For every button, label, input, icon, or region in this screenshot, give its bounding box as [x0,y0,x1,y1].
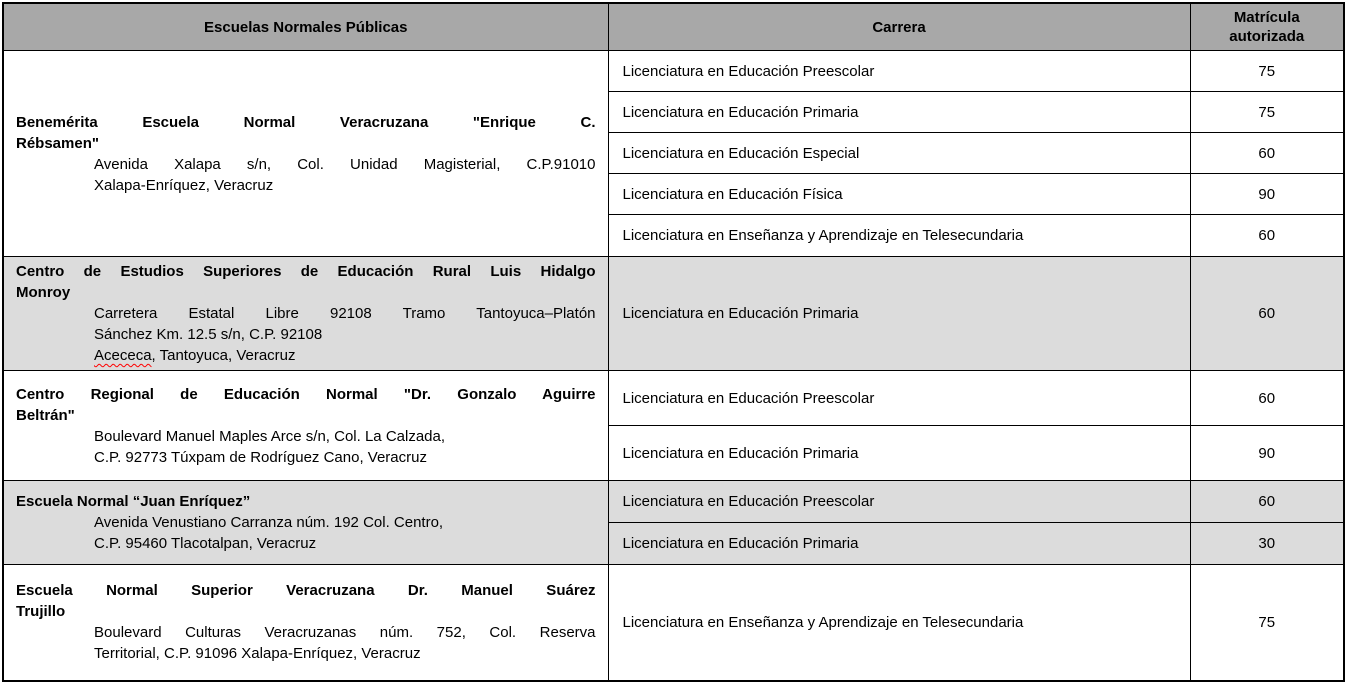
school-address: Boulevard Manuel Maples Arce s/n, Col. La Calzada, C.P. 92773 Túxpam de Rodríguez Cano, Veracruz [94,427,446,466]
matricula-cell: 30 [1190,523,1344,565]
matricula-cell: 60 [1190,215,1344,257]
school-cell [3,257,608,371]
career-cell: Licenciatura en Enseñanza y Aprendizaje en Telesecundaria [608,215,1190,257]
table-row [3,565,1344,681]
enrollment-table [2,2,1345,682]
school-address: Boulevard Culturas Veracruzanas núm. 752, Col. Reserva Territorial, C.P. 91096 Xalapa-Enríquez, Veracruz [94,624,596,663]
career-cell: Licenciatura en Educación Preescolar [608,481,1190,523]
school-address: Carretera Estatal Libre 92108 Tramo Tantoyuca–Platón Sánchez Km. 12.5 s/n, C.P. 92108 Acececa, Tantoyuca, Veracruz [94,305,596,364]
school-address: Avenida Xalapa s/n, Col. Unidad Magisterial, C.P.91010 Xalapa-Enríquez, Veracruz [94,155,596,194]
school-cell [3,565,608,681]
header-carrera: Carrera [608,3,1190,51]
misspelled-word: Acececa [94,347,152,364]
career-cell: Licenciatura en Educación Especial [608,133,1190,174]
matricula-cell: 60 [1190,133,1344,174]
table-row [3,51,1344,92]
matricula-cell: 75 [1190,51,1344,92]
matricula-cell: 75 [1190,565,1344,681]
school-cell [3,51,608,257]
matricula-cell: 75 [1190,92,1344,133]
header-matricula: Matrícula autorizada [1190,3,1344,51]
matricula-cell: 60 [1190,257,1344,371]
table-row [3,257,1344,371]
school-city-line [94,345,596,366]
career-cell: Licenciatura en Educación Preescolar [608,371,1190,426]
matricula-cell: 60 [1190,481,1344,523]
career-cell: Licenciatura en Educación Primaria [608,257,1190,371]
school-cell [3,481,608,565]
table-row [3,371,1344,426]
career-cell: Licenciatura en Educación Física [608,174,1190,215]
city-rest: , Tantoyuca, Veracruz [151,347,296,364]
table-row [3,481,1344,523]
school-name: Centro de Estudios Superiores de Educación Rural Luis Hidalgo Monroy [16,263,596,301]
school-address: Avenida Venustiano Carranza núm. 192 Col. Centro, C.P. 95460 Tlacotalpan, Veracruz [94,514,444,552]
career-cell: Licenciatura en Educación Preescolar [608,51,1190,92]
career-cell: Licenciatura en Enseñanza y Aprendizaje en Telesecundaria [608,565,1190,681]
school-name: Escuela Normal “Juan Enríquez” [16,493,251,510]
matricula-cell: 90 [1190,174,1344,215]
career-cell: Licenciatura en Educación Primaria [608,523,1190,565]
school-name: Centro Regional de Educación Normal "Dr. Gonzalo Aguirre Beltrán" [16,385,596,424]
table-header-row [3,3,1344,51]
header-escuelas: Escuelas Normales Públicas [3,3,608,51]
career-cell: Licenciatura en Educación Primaria [608,426,1190,481]
school-name: Escuela Normal Superior Veracruzana Dr. Manuel Suárez Trujillo [16,582,596,621]
matricula-cell: 90 [1190,426,1344,481]
matricula-cell: 60 [1190,371,1344,426]
school-name: Benemérita Escuela Normal Veracruzana "Enrique C. Rébsamen" [16,113,596,152]
career-cell: Licenciatura en Educación Primaria [608,92,1190,133]
school-cell [3,371,608,481]
